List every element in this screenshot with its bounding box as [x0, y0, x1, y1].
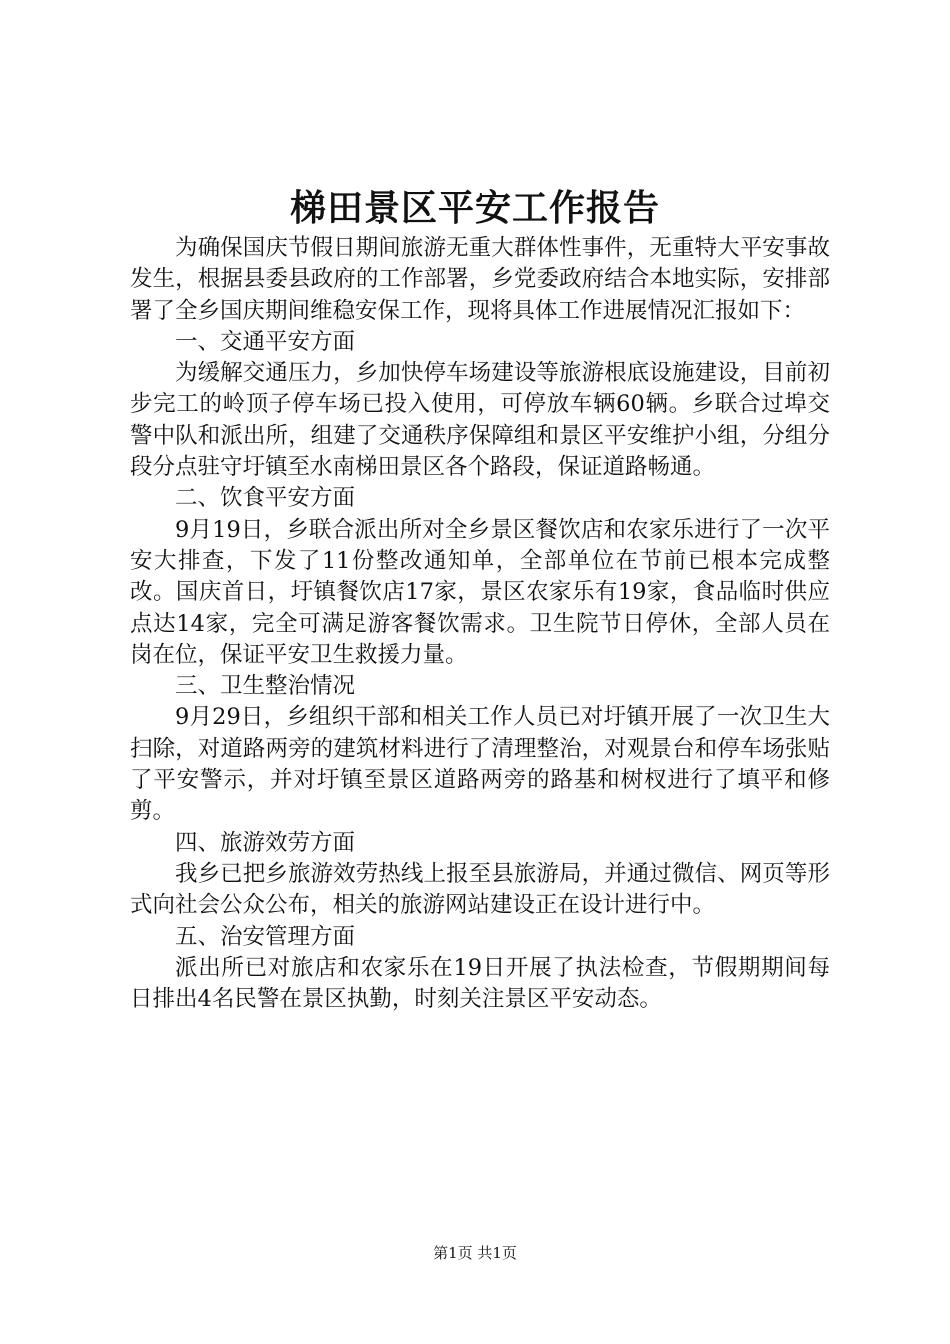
tourism-service-paragraph: 我乡已把乡旅游效劳热线上报至县旅游局，并通过微信、网页等形式向社会公众公布，相关的旅游网站建设正在设计进行中。	[130, 860, 830, 919]
traffic-paragraph: 为缓解交通压力，乡加快停车场建设等旅游根底设施建设，目前初步完工的岭顶子停车场已投入使用，可停放车辆60辆。乡联合过埠交警中队和派出所，组建了交通秩序保障组和景区平安维护小组，分组分段分点驻守圩镇至水南梯田景区各个路段，保证道路畅通。	[130, 360, 830, 481]
document-title: 梯田景区平安工作报告	[289, 187, 660, 229]
section-heading-public-security: 五、治安管理方面	[175, 923, 356, 950]
document-body	[130, 233, 830, 1015]
section-heading-food: 二、饮食平安方面	[175, 485, 356, 512]
page-number-footer: 第1页 共1页	[433, 1244, 517, 1262]
section-heading-traffic: 一、交通平安方面	[175, 328, 356, 355]
intro-paragraph: 为确保国庆节假日期间旅游无重大群体性事件，无重特大平安事故发生，根据县委县政府的工作部署，乡党委政府结合本地实际，安排部署了全乡国庆期间维稳安保工作，现将具体工作进展情况汇报如下：	[130, 235, 830, 324]
section-heading-sanitation: 三、卫生整治情况	[175, 673, 356, 700]
public-security-paragraph: 派出所已对旅店和农家乐在19日开展了执法检查，节假期期间每日排出4名民警在景区执勤，时刻关注景区平安动态。	[130, 954, 830, 1013]
sanitation-paragraph: 9月29日，乡组织干部和相关工作人员已对圩镇开展了一次卫生大扫除，对道路两旁的建筑材料进行了清理整治，对观景台和停车场张贴了平安警示，并对圩镇至景区道路两旁的路基和树杈进行了填平和修剪。	[130, 704, 830, 825]
section-heading-tourism-service: 四、旅游效劳方面	[175, 829, 356, 856]
food-paragraph: 9月19日，乡联合派出所对全乡景区餐饮店和农家乐进行了一次平安大排查，下发了11份整改通知单，全部单位在节前已根本完成整改。国庆首日，圩镇餐饮店17家，景区农家乐有19家，食品临时供应点达14家，完全可满足游客餐饮需求。卫生院节日停休，全部人员在岗在位，保证平安卫生救援力量。	[130, 516, 830, 668]
